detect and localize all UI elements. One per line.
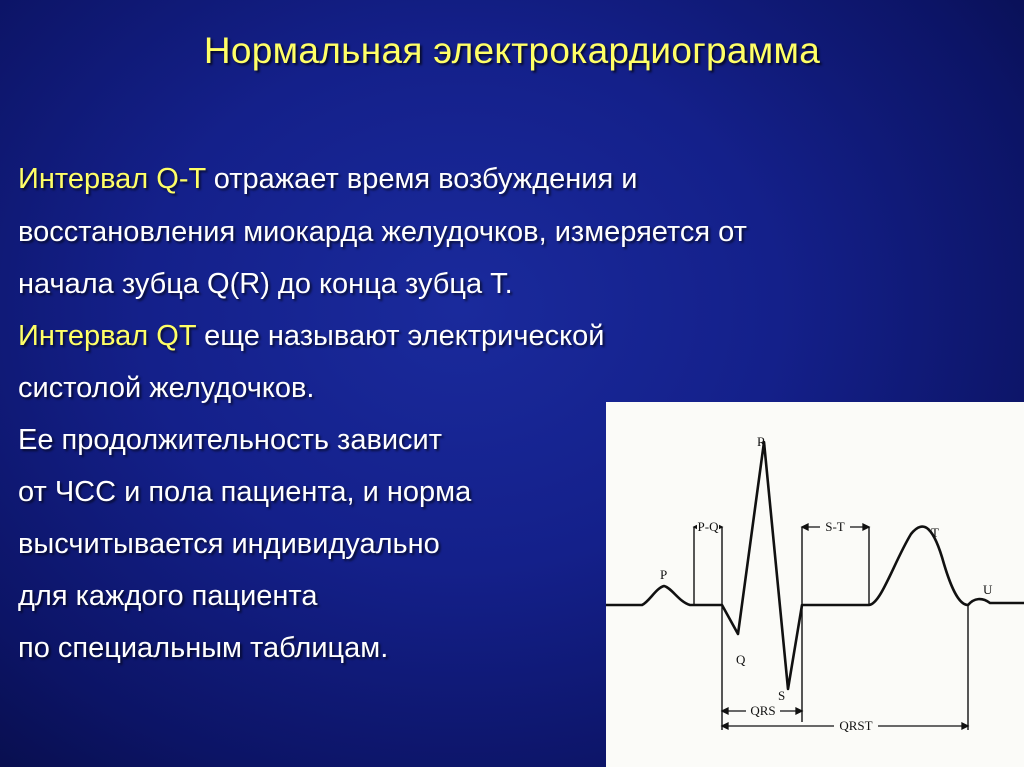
qt-interval-label: Интервал Q-T bbox=[18, 163, 206, 195]
body-line-10: по специальным таблицам. bbox=[18, 632, 389, 664]
r-wave-label: R bbox=[757, 434, 766, 449]
ecg-waveform bbox=[606, 442, 1024, 689]
body-line-9: для каждого пациента bbox=[18, 580, 318, 612]
body-line-4 bbox=[18, 320, 604, 353]
t-wave-label: T bbox=[931, 525, 939, 540]
pq-label: P-Q bbox=[697, 519, 719, 534]
body-line-7: от ЧСС и пола пациента, и норма bbox=[18, 476, 472, 508]
body-line-2: восстановления миокарда желудочков, измеряется от bbox=[18, 216, 747, 248]
ecg-diagram bbox=[606, 402, 1024, 767]
body-text: еще называют электрической bbox=[196, 320, 605, 352]
qrs-label: QRS bbox=[750, 703, 776, 718]
qrst-label: QRST bbox=[839, 718, 873, 733]
qt-label: Интервал QT bbox=[18, 320, 197, 352]
p-wave-label: P bbox=[660, 567, 668, 582]
body-line-3: начала зубца Q(R) до конца зубца T. bbox=[18, 268, 513, 300]
st-label: S-T bbox=[825, 519, 845, 534]
body-line-5: систолой желудочков. bbox=[18, 372, 315, 404]
q-wave-label: Q bbox=[736, 652, 746, 667]
body-line-6: Ее продолжительность зависит bbox=[18, 424, 443, 456]
body-line-1 bbox=[18, 163, 637, 196]
body-text: отражает время возбуждения и bbox=[205, 163, 638, 195]
body-line-8: высчитывается индивидуально bbox=[18, 528, 440, 560]
u-wave-label: U bbox=[983, 582, 993, 597]
slide-title: Нормальная электрокардиограмма bbox=[203, 30, 821, 71]
s-wave-label: S bbox=[778, 688, 786, 703]
